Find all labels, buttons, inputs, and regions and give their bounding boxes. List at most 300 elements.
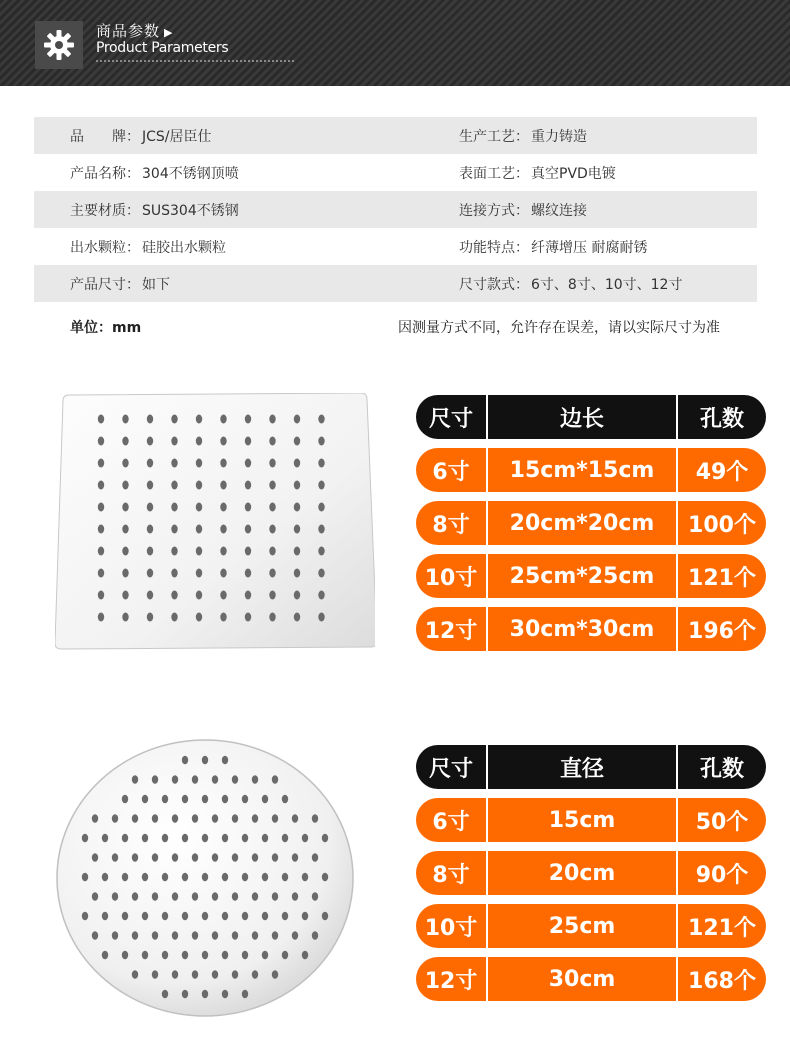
- param-value: 如下: [142, 276, 170, 293]
- shower-hole: [282, 912, 288, 921]
- shower-hole: [282, 873, 288, 882]
- shower-hole: [122, 951, 128, 960]
- table-row-pill: [416, 501, 766, 545]
- shower-hole: [202, 990, 208, 999]
- shower-hole: [162, 912, 168, 921]
- shower-hole: [318, 591, 324, 600]
- header-title-cn-text: 商品参数: [96, 22, 161, 40]
- shower-hole: [212, 970, 218, 979]
- shower-hole: [269, 503, 275, 512]
- param-left: [70, 237, 226, 257]
- shower-hole: [294, 613, 300, 622]
- shower-hole: [112, 853, 118, 862]
- param-value: SUS304不锈钢: [142, 202, 239, 219]
- shower-hole: [122, 481, 128, 490]
- shower-hole: [122, 459, 128, 468]
- shower-hole: [122, 437, 128, 446]
- shower-hole: [242, 873, 248, 882]
- param-value: JCS/居臣仕: [142, 128, 212, 145]
- shower-hole: [132, 970, 138, 979]
- shower-hole: [82, 834, 88, 843]
- shower-hole: [282, 951, 288, 960]
- shower-hole: [171, 437, 177, 446]
- shower-hole: [269, 481, 275, 490]
- shower-hole: [192, 931, 198, 940]
- shower-hole: [220, 437, 226, 446]
- cell-dimension: 30cm: [486, 957, 678, 1001]
- shower-hole: [318, 613, 324, 622]
- shower-hole: [272, 814, 278, 823]
- shower-hole: [172, 814, 178, 823]
- param-right: [459, 274, 682, 294]
- header-size: 尺寸: [428, 756, 473, 782]
- shower-hole: [222, 990, 228, 999]
- shower-hole: [192, 853, 198, 862]
- param-row: [34, 154, 757, 191]
- shower-hole: [302, 834, 308, 843]
- shower-hole: [269, 415, 275, 424]
- shower-hole: [171, 503, 177, 512]
- shower-hole: [182, 795, 188, 804]
- shower-hole: [242, 795, 248, 804]
- table-header-pill: [416, 745, 766, 789]
- shower-hole: [171, 459, 177, 468]
- shower-hole: [98, 437, 104, 446]
- shower-hole: [122, 569, 128, 578]
- shower-hole: [212, 931, 218, 940]
- shower-hole: [252, 970, 258, 979]
- shower-hole: [262, 912, 268, 921]
- shower-hole: [171, 613, 177, 622]
- shower-hole: [272, 970, 278, 979]
- param-label: 品 牌：: [70, 128, 140, 145]
- shower-hole: [162, 951, 168, 960]
- shower-hole: [147, 459, 153, 468]
- shower-hole: [245, 613, 251, 622]
- shower-hole: [122, 547, 128, 556]
- shower-hole: [192, 970, 198, 979]
- shower-hole: [202, 873, 208, 882]
- cell-size: 8寸: [432, 512, 470, 538]
- cell-dimension: 15cm: [486, 798, 678, 842]
- shower-hole: [98, 481, 104, 490]
- shower-hole: [294, 415, 300, 424]
- shower-hole: [122, 834, 128, 843]
- shower-hole: [152, 853, 158, 862]
- param-left: [70, 200, 239, 220]
- cell-size: 12寸: [424, 968, 478, 994]
- table-row: [416, 957, 766, 1001]
- measurement-note: 因测量方式不同，允许存在误差，请以实际尺寸为准: [398, 320, 720, 336]
- shower-hole: [302, 873, 308, 882]
- table-row: [416, 798, 766, 842]
- table-header-pill: [416, 395, 766, 439]
- shower-hole: [162, 873, 168, 882]
- shower-hole: [182, 756, 188, 765]
- cell-size: 10寸: [424, 565, 478, 591]
- shower-hole: [196, 547, 202, 556]
- shower-hole: [112, 931, 118, 940]
- shower-hole: [98, 503, 104, 512]
- square-table-header-row: [416, 395, 766, 439]
- cell-dimension: 15cm*15cm: [486, 448, 678, 492]
- table-row: [416, 554, 766, 598]
- param-right: [459, 200, 587, 220]
- shower-hole: [182, 990, 188, 999]
- header-side-length: 边长: [486, 395, 678, 439]
- shower-hole: [152, 970, 158, 979]
- shower-hole: [122, 912, 128, 921]
- shower-hole: [98, 591, 104, 600]
- shower-hole: [142, 912, 148, 921]
- shower-hole: [222, 951, 228, 960]
- param-label: 产品尺寸：: [70, 276, 140, 293]
- shower-hole: [212, 775, 218, 784]
- cell-holes: 100个: [688, 512, 756, 538]
- shower-hole: [262, 795, 268, 804]
- shower-hole: [132, 853, 138, 862]
- shower-hole: [171, 547, 177, 556]
- shower-hole: [272, 931, 278, 940]
- gear-icon-box: [35, 21, 83, 69]
- shower-hole: [302, 951, 308, 960]
- shower-hole: [172, 892, 178, 901]
- cell-holes: 121个: [688, 565, 756, 591]
- cell-size: 6寸: [432, 459, 470, 485]
- shower-hole: [262, 873, 268, 882]
- shower-hole: [292, 814, 298, 823]
- shower-hole: [292, 853, 298, 862]
- cell-dimension: 25cm: [486, 904, 678, 948]
- cell-holes: 49个: [695, 459, 749, 485]
- shower-hole: [312, 892, 318, 901]
- shower-hole: [245, 415, 251, 424]
- header-banner: [0, 0, 790, 86]
- cell-holes: 168个: [688, 968, 756, 994]
- shower-hole: [242, 834, 248, 843]
- shower-hole: [147, 569, 153, 578]
- shower-hole: [196, 481, 202, 490]
- shower-hole: [294, 503, 300, 512]
- header-size: 尺寸: [428, 406, 473, 432]
- param-row: [34, 228, 757, 265]
- shower-hole: [294, 547, 300, 556]
- shower-hole: [182, 873, 188, 882]
- cell-holes: 90个: [695, 862, 749, 888]
- table-row-pill: [416, 554, 766, 598]
- param-left: [70, 126, 212, 146]
- shower-hole: [222, 912, 228, 921]
- shower-hole: [147, 503, 153, 512]
- header-diameter: 直径: [486, 745, 678, 789]
- shower-hole: [142, 951, 148, 960]
- shower-hole: [269, 591, 275, 600]
- table-row: [416, 501, 766, 545]
- shower-hole: [232, 931, 238, 940]
- shower-hole: [242, 990, 248, 999]
- shower-hole: [192, 892, 198, 901]
- header-title-cn: [96, 20, 173, 41]
- param-value: 真空PVD电镀: [531, 165, 616, 182]
- shower-hole: [147, 613, 153, 622]
- shower-hole: [122, 873, 128, 882]
- param-label: 出水颗粒：: [70, 239, 140, 256]
- cell-size: 10寸: [424, 915, 478, 941]
- header-underline: [96, 60, 296, 62]
- shower-hole: [262, 951, 268, 960]
- shower-hole: [242, 912, 248, 921]
- shower-hole: [292, 892, 298, 901]
- cell-size: 6寸: [432, 809, 470, 835]
- shower-hole: [222, 834, 228, 843]
- shower-hole: [294, 481, 300, 490]
- shower-hole: [269, 569, 275, 578]
- shower-hole: [202, 912, 208, 921]
- round-size-table: [416, 745, 766, 1010]
- shower-hole: [98, 459, 104, 468]
- shower-hole: [196, 415, 202, 424]
- shower-hole: [142, 795, 148, 804]
- param-value: 螺纹连接: [531, 202, 587, 219]
- shower-hole: [220, 481, 226, 490]
- shower-hole: [132, 814, 138, 823]
- shower-hole: [212, 853, 218, 862]
- shower-hole: [102, 834, 108, 843]
- param-row: [34, 117, 757, 154]
- table-row-pill: [416, 851, 766, 895]
- shower-hole: [132, 775, 138, 784]
- shower-hole: [252, 853, 258, 862]
- shower-hole: [322, 834, 328, 843]
- shower-hole: [312, 853, 318, 862]
- shower-hole: [272, 892, 278, 901]
- shower-hole: [232, 853, 238, 862]
- shower-hole: [245, 503, 251, 512]
- shower-hole: [192, 775, 198, 784]
- param-left: [70, 274, 170, 294]
- shower-hole: [102, 951, 108, 960]
- param-value: 6寸、8寸、10寸、12寸: [531, 276, 683, 293]
- table-row: [416, 851, 766, 895]
- param-label: 表面工艺：: [459, 165, 529, 182]
- shower-hole: [196, 591, 202, 600]
- shower-hole: [318, 437, 324, 446]
- shower-hole: [202, 951, 208, 960]
- shower-hole: [182, 951, 188, 960]
- shower-hole: [245, 481, 251, 490]
- shower-hole: [132, 931, 138, 940]
- shower-hole: [294, 569, 300, 578]
- shower-hole: [202, 756, 208, 765]
- shower-hole: [172, 970, 178, 979]
- params-table: [34, 117, 757, 302]
- shower-hole: [122, 613, 128, 622]
- shower-hole: [269, 437, 275, 446]
- shower-hole: [162, 834, 168, 843]
- param-label: 尺寸款式：: [459, 276, 529, 293]
- param-right: [459, 126, 587, 146]
- shower-hole: [262, 834, 268, 843]
- shower-hole: [318, 569, 324, 578]
- shower-hole: [98, 525, 104, 534]
- shower-hole: [220, 459, 226, 468]
- shower-hole: [147, 481, 153, 490]
- param-right: [459, 163, 616, 183]
- shower-hole: [152, 931, 158, 940]
- shower-hole: [252, 931, 258, 940]
- shower-hole: [272, 775, 278, 784]
- shower-hole: [232, 814, 238, 823]
- shower-hole: [222, 873, 228, 882]
- shower-hole: [92, 853, 98, 862]
- shower-hole: [122, 415, 128, 424]
- header-hole-count: 孔数: [699, 406, 744, 432]
- shower-hole: [202, 795, 208, 804]
- shower-hole: [245, 437, 251, 446]
- shower-hole: [192, 814, 198, 823]
- shower-hole: [312, 814, 318, 823]
- shower-hole: [269, 525, 275, 534]
- shower-hole: [182, 912, 188, 921]
- shower-hole: [252, 814, 258, 823]
- shower-hole: [294, 459, 300, 468]
- round-shower-head-image: [55, 738, 355, 1018]
- shower-hole: [122, 525, 128, 534]
- shower-hole: [98, 613, 104, 622]
- shower-hole: [171, 525, 177, 534]
- shower-hole: [220, 547, 226, 556]
- shower-hole: [245, 547, 251, 556]
- cell-holes: 50个: [695, 809, 749, 835]
- param-right: [459, 237, 647, 257]
- param-value: 纤薄增压 耐腐耐锈: [531, 239, 648, 256]
- param-left: [70, 163, 239, 183]
- shower-hole: [294, 591, 300, 600]
- shower-hole: [318, 525, 324, 534]
- shower-hole: [172, 775, 178, 784]
- shower-hole: [292, 931, 298, 940]
- shower-hole: [171, 591, 177, 600]
- shower-hole: [132, 892, 138, 901]
- table-row-pill: [416, 904, 766, 948]
- shower-hole: [318, 503, 324, 512]
- cell-dimension: 20cm*20cm: [486, 501, 678, 545]
- param-label: 功能特点：: [459, 239, 529, 256]
- shower-hole: [92, 892, 98, 901]
- shower-hole: [322, 873, 328, 882]
- shower-hole: [82, 873, 88, 882]
- shower-hole: [252, 775, 258, 784]
- shower-hole: [122, 591, 128, 600]
- shower-hole: [245, 459, 251, 468]
- shower-hole: [112, 814, 118, 823]
- triangle-right-icon: ▶: [164, 26, 174, 39]
- cell-holes: 196个: [688, 618, 756, 644]
- table-row-pill: [416, 607, 766, 651]
- shower-hole: [92, 814, 98, 823]
- shower-hole: [98, 415, 104, 424]
- cell-size: 8寸: [432, 862, 470, 888]
- shower-hole: [220, 525, 226, 534]
- shower-hole: [269, 613, 275, 622]
- shower-hole: [245, 525, 251, 534]
- header-hole-count: 孔数: [699, 756, 744, 782]
- shower-hole: [232, 775, 238, 784]
- shower-hole: [196, 613, 202, 622]
- shower-hole: [220, 613, 226, 622]
- shower-hole: [212, 892, 218, 901]
- unit-label: 单位：mm: [70, 320, 142, 336]
- param-value: 304不锈钢顶喷: [142, 165, 239, 182]
- shower-hole: [220, 415, 226, 424]
- table-row-pill: [416, 957, 766, 1001]
- param-value: 重力铸造: [531, 128, 587, 145]
- shower-hole: [142, 873, 148, 882]
- shower-hole: [82, 912, 88, 921]
- shower-hole: [232, 892, 238, 901]
- shower-hole: [171, 415, 177, 424]
- shower-hole: [147, 525, 153, 534]
- header-title-en: Product Parameters: [96, 40, 229, 56]
- shower-hole: [102, 873, 108, 882]
- shower-hole: [147, 547, 153, 556]
- shower-hole: [172, 931, 178, 940]
- shower-hole: [147, 591, 153, 600]
- shower-hole: [242, 951, 248, 960]
- shower-hole: [196, 525, 202, 534]
- shower-hole: [312, 931, 318, 940]
- shower-hole: [147, 415, 153, 424]
- shower-hole: [98, 569, 104, 578]
- shower-hole: [318, 547, 324, 556]
- shower-hole: [196, 437, 202, 446]
- table-row-pill: [416, 798, 766, 842]
- param-row: [34, 191, 757, 228]
- param-value: 硅胶出水颗粒: [142, 239, 226, 256]
- shower-hole: [202, 834, 208, 843]
- shower-hole: [252, 892, 258, 901]
- square-shower-head-image: [55, 393, 375, 651]
- shower-hole: [152, 775, 158, 784]
- shower-hole: [142, 834, 148, 843]
- shower-hole: [220, 503, 226, 512]
- shower-hole: [294, 437, 300, 446]
- param-label: 主要材质：: [70, 202, 140, 219]
- table-row: [416, 448, 766, 492]
- shower-hole: [171, 481, 177, 490]
- shower-hole: [196, 503, 202, 512]
- shower-hole: [302, 912, 308, 921]
- table-row: [416, 607, 766, 651]
- shower-hole: [152, 892, 158, 901]
- shower-hole: [220, 569, 226, 578]
- param-label: 产品名称：: [70, 165, 140, 182]
- shower-hole: [245, 591, 251, 600]
- shower-hole: [171, 569, 177, 578]
- shower-hole: [172, 853, 178, 862]
- cell-dimension: 30cm*30cm: [486, 607, 678, 651]
- cell-holes: 121个: [688, 915, 756, 941]
- shower-hole: [318, 459, 324, 468]
- cell-size: 12寸: [424, 618, 478, 644]
- shower-hole: [122, 795, 128, 804]
- shower-hole: [269, 459, 275, 468]
- shower-hole: [294, 525, 300, 534]
- shower-hole: [112, 892, 118, 901]
- shower-hole: [162, 795, 168, 804]
- shower-hole: [232, 970, 238, 979]
- shower-hole: [196, 569, 202, 578]
